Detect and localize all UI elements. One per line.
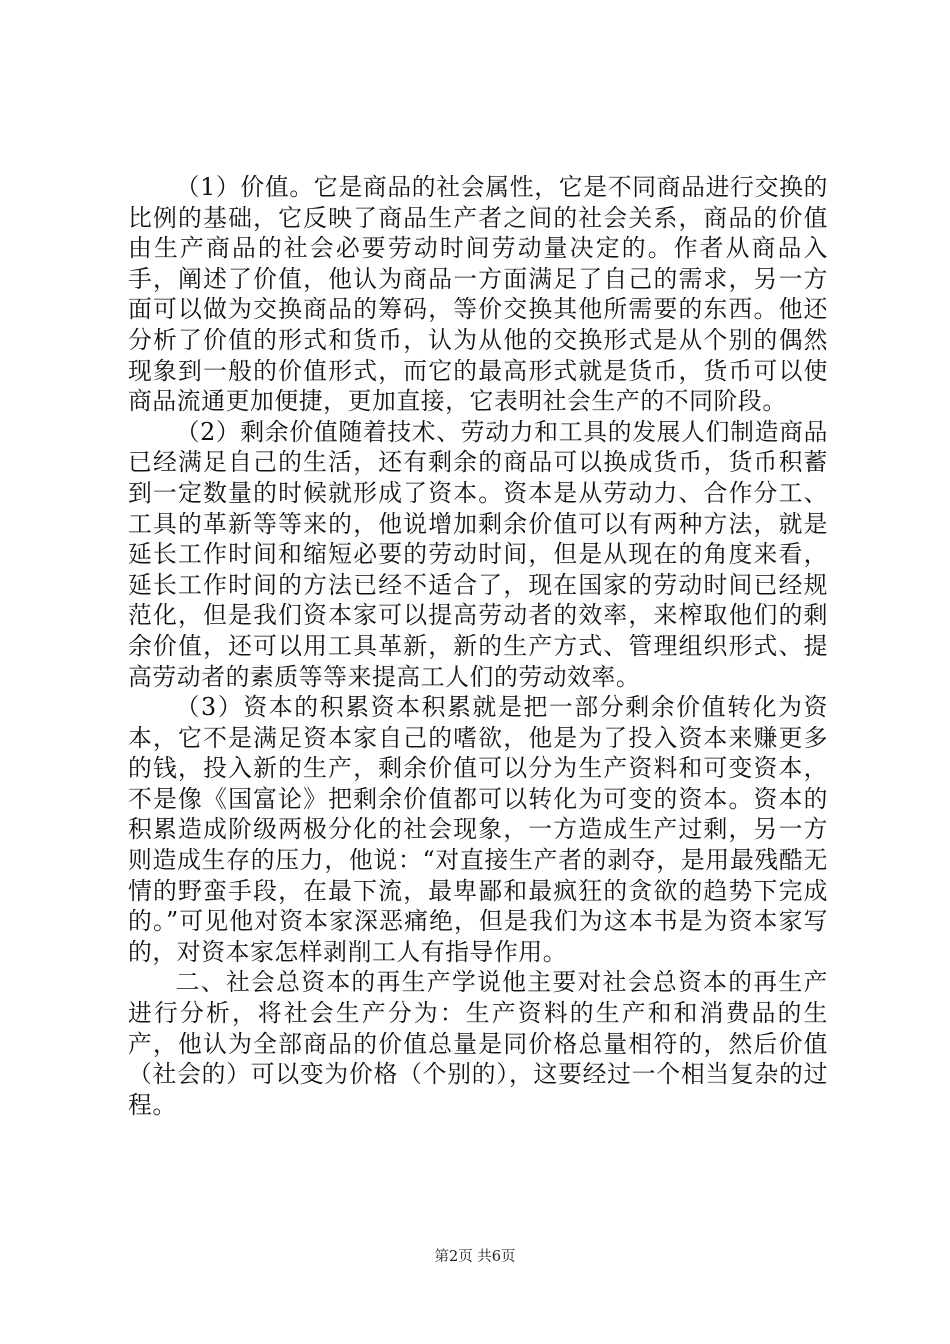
body-text [128, 172, 828, 1120]
paragraph-social-capital-reproduction: 二、社会总资本的再生产学说他主要对社会总资本的再生产进行分析，将社会生产分为：生产资料的生产和和消费品的生产，他认为全部商品的价值总量是同价格总量相符的，然后价值（社会的）可以变为价格（个别的），这要经过一个相当复杂的过程。 [128, 968, 828, 1119]
page-number-footer: 第2页 共6页 [434, 1249, 516, 1265]
paragraph-capital-accumulation: （3）资本的积累资本积累就是把一部分剩余价值转化为资本，它不是满足资本家自己的嗜欲，他是为了投入资本来赚更多的钱，投入新的生产，剩余价值可以分为生产资料和可变资本，不是像《国富论》把剩余价值都可以转化为可变的资本。资本的积累造成阶级两极分化的社会现象，一方造成生产过剩，另一方则造成生存的压力，他说：“对直接生产者的剥夺，是用最残酷无情的野蛮手段，在最下流，最卑鄙和最疯狂的贪欲的趋势下完成的。”可见他对资本家深恶痛绝，但是我们为这本书是为资本家写的，对资本家怎样剥削工人有指导作用。 [128, 693, 828, 966]
paragraph-surplus-value: （2）剩余价值随着技术、劳动力和工具的发展人们制造商品已经满足自己的生活，还有剩余的商品可以换成货币，货币积蓄到一定数量的时候就形成了资本。资本是从劳动力、合作分工、工具的革新等等来的，他说增加剩余价值可以有两种方法，就是延长工作时间和缩短必要的劳动时间，但是从现在的角度来看，延长工作时间的方法已经不适合了，现在国家的劳动时间已经规范化，但是我们资本家可以提高劳动者的效率，来榨取他们的剩余价值，还可以用工具革新，新的生产方式、管理组织形式、提高劳动者的素质等等来提高工人们的劳动效率。 [128, 417, 828, 691]
paragraph-value: （1）价值。它是商品的社会属性，它是不同商品进行交换的比例的基础，它反映了商品生产者之间的社会关系，商品的价值由生产商品的社会必要劳动时间劳动量决定的。作者从商品入手，阐述了价值，他认为商品一方面满足了自己的需求，另一方面可以做为交换商品的筹码，等价交换其他所需要的东西。他还分析了价值的形式和货币，认为从他的交换形式是从个别的偶然现象到一般的价值形式，而它的最高形式就是货币，货币可以使商品流通更加便捷，更加直接，它表明社会生产的不同阶段。 [128, 173, 828, 416]
